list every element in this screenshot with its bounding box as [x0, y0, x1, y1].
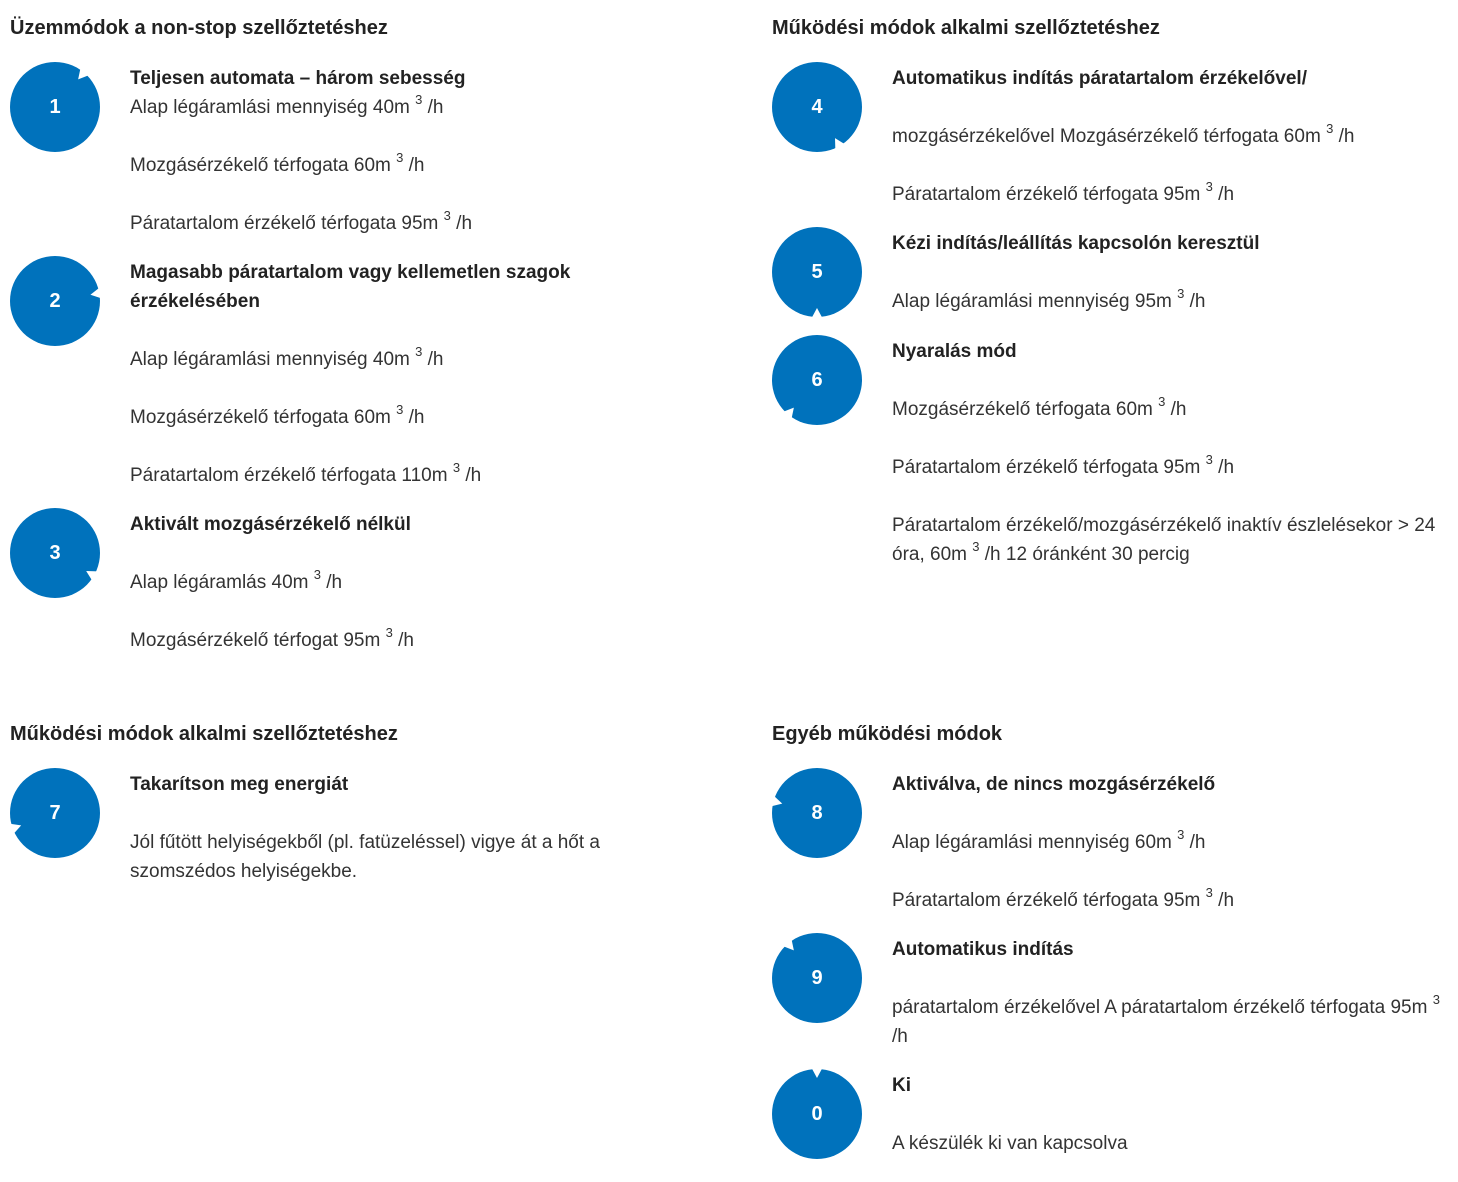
mode-number: 8 — [811, 801, 823, 824]
mode-list — [772, 768, 1452, 1159]
mode-item-9 — [772, 933, 1452, 1051]
unit-exponent: 3 — [443, 207, 451, 223]
mode-body — [130, 768, 690, 886]
unit-exponent: 3 — [396, 401, 404, 417]
mode-number: 3 — [49, 541, 61, 564]
detail-unit-suffix: /h — [1212, 184, 1235, 205]
mode-number: 4 — [811, 95, 823, 118]
mode-item-3 — [10, 508, 690, 655]
mode-detail-line — [892, 828, 1452, 857]
mode-detail-line — [130, 93, 690, 122]
section-title: Működési módok alkalmi szellőztetéshez — [772, 17, 1160, 39]
mode-list — [10, 62, 690, 655]
detail-text: mozgásérzékelővel Mozgásérzékelő térfogata 60m — [892, 126, 1327, 147]
mode-detail-line — [130, 568, 690, 597]
detail-text: Mozgásérzékelő térfogata 60m — [130, 407, 397, 428]
detail-unit-suffix: /h — [321, 572, 343, 593]
mode-detail-line — [892, 395, 1452, 424]
mode-title: Kézi indítás/leállítás kapcsolón keresztül — [892, 233, 1260, 254]
mode-detail-line — [130, 209, 690, 238]
mode-badge — [772, 768, 862, 858]
mode-badge — [772, 1069, 862, 1159]
mode-detail-line — [130, 403, 690, 432]
detail-unit-suffix: /h — [403, 407, 425, 428]
mode-body — [130, 508, 690, 655]
mode-item-7 — [10, 768, 690, 886]
detail-unit-suffix: /h — [460, 465, 482, 486]
mode-title: Automatikus indítás — [892, 939, 1074, 960]
detail-unit-suffix: /h — [1165, 399, 1187, 420]
mode-number: 6 — [811, 368, 823, 391]
mode-badge — [10, 62, 100, 152]
unit-exponent: 3 — [313, 566, 321, 582]
detail-unit-suffix: /h — [1212, 457, 1235, 478]
unit-exponent: 3 — [1177, 826, 1185, 842]
mode-detail-line — [892, 287, 1452, 316]
detail-unit-suffix: /h — [450, 213, 473, 234]
detail-text: Alap légáramlási mennyiség 95m — [892, 291, 1178, 312]
mode-number: 7 — [49, 801, 61, 824]
mode-badge — [10, 508, 100, 598]
mode-detail-line — [892, 122, 1452, 151]
section-title: Működési módok alkalmi szellőztetéshez — [10, 723, 398, 745]
mode-body — [892, 1069, 1452, 1158]
detail-text: Alap légáramlás 40m — [130, 572, 314, 593]
unit-exponent: 3 — [1205, 884, 1213, 900]
mode-title: Teljesen automata – három sebesség — [130, 68, 466, 89]
mode-body — [130, 62, 690, 238]
mode-item-0 — [772, 1069, 1452, 1159]
mode-detail-line — [130, 151, 690, 180]
mode-item-8 — [772, 768, 1452, 915]
unit-exponent: 3 — [452, 459, 461, 475]
detail-unit-suffix: /h — [422, 97, 444, 118]
section-occasional-ventilation — [772, 14, 1452, 587]
unit-exponent: 3 — [972, 538, 980, 554]
mode-title: Takarítson meg energiát — [130, 774, 349, 795]
mode-title: Automatikus indítás páratartalom érzékelővel/ — [892, 68, 1307, 89]
detail-unit-suffix: /h — [403, 155, 425, 176]
detail-unit-suffix: /h — [1184, 832, 1206, 853]
detail-text: Páratartalom érzékelő/mozgásérzékelő inaktív észlelésekor > 24 óra, 60m — [892, 515, 1436, 565]
mode-item-1 — [10, 62, 690, 238]
detail-unit-suffix: /h — [892, 1026, 908, 1047]
mode-detail-line — [892, 1129, 1452, 1158]
detail-text: Jól fűtött helyiségekből (pl. fatüzeléssel) vigye át a hőt a szomszédos helyiségekbe. — [130, 832, 600, 882]
mode-detail-line — [130, 626, 690, 655]
unit-exponent: 3 — [1205, 178, 1213, 194]
unit-exponent: 3 — [1326, 120, 1334, 136]
mode-item-2 — [10, 256, 690, 490]
mode-body — [892, 335, 1452, 569]
mode-number: 0 — [811, 1102, 823, 1125]
detail-text: Mozgásérzékelő térfogat 95m — [130, 630, 386, 651]
mode-list — [772, 62, 1452, 569]
section-title: Üzemmódok a non-stop szellőztetéshez — [10, 17, 388, 39]
mode-list — [10, 768, 690, 886]
mode-badge — [772, 62, 862, 152]
detail-unit-suffix: /h — [392, 630, 414, 651]
mode-title: Nyaralás mód — [892, 341, 1017, 362]
mode-title: Ki — [892, 1075, 911, 1096]
mode-number: 5 — [811, 260, 823, 283]
detail-text: Páratartalom érzékelő térfogata 95m — [130, 213, 444, 234]
mode-badge — [10, 256, 100, 346]
mode-badge — [772, 227, 862, 317]
detail-text: Alap légáramlási mennyiség 40m — [130, 97, 416, 118]
detail-unit-suffix: /h — [1184, 291, 1206, 312]
mode-body — [892, 768, 1452, 915]
detail-text: Alap légáramlási mennyiség 40m — [130, 349, 416, 370]
detail-text: A készülék ki van kapcsolva — [892, 1133, 1128, 1154]
mode-detail-line — [130, 828, 690, 886]
detail-unit-suffix: /h — [1333, 126, 1355, 147]
section-non-stop-ventilation — [10, 14, 690, 673]
mode-title: Magasabb páratartalom vagy kellemetlen szagok érzékelésében — [130, 262, 571, 312]
detail-text: Páratartalom érzékelő térfogata 95m — [892, 457, 1206, 478]
detail-unit-suffix: /h 12 óránként 30 percig — [979, 544, 1190, 565]
unit-exponent: 3 — [1432, 991, 1440, 1007]
mode-detail-line — [130, 345, 690, 374]
detail-unit-suffix: /h — [1212, 890, 1235, 911]
unit-exponent: 3 — [1177, 285, 1185, 301]
mode-body — [892, 62, 1452, 209]
mode-detail-line — [892, 886, 1452, 915]
mode-detail-line — [892, 180, 1452, 209]
detail-text: Alap légáramlási mennyiség 60m — [892, 832, 1178, 853]
unit-exponent: 3 — [415, 91, 423, 107]
mode-number: 9 — [811, 966, 823, 989]
unit-exponent: 3 — [1158, 393, 1166, 409]
mode-badge — [772, 933, 862, 1023]
mode-number: 2 — [49, 289, 61, 312]
detail-text: Páratartalom érzékelő térfogata 110m — [130, 465, 453, 486]
section-title: Egyéb működési módok — [772, 723, 1003, 745]
mode-title: Aktiválva, de nincs mozgásérzékelő — [892, 774, 1216, 795]
mode-detail-line — [892, 993, 1452, 1051]
mode-number: 1 — [49, 95, 61, 118]
mode-item-5 — [772, 227, 1452, 317]
detail-text: Páratartalom érzékelő térfogata 95m — [892, 184, 1206, 205]
detail-text: Páratartalom érzékelő térfogata 95m — [892, 890, 1206, 911]
unit-exponent: 3 — [1205, 451, 1213, 467]
section-occasional-ventilation-2 — [10, 720, 690, 904]
mode-detail-line — [892, 511, 1452, 569]
mode-item-4 — [772, 62, 1452, 209]
mode-title: Aktivált mozgásérzékelő nélkül — [130, 514, 411, 535]
mode-item-6 — [772, 335, 1452, 569]
mode-badge — [10, 768, 100, 858]
mode-body — [892, 933, 1452, 1051]
detail-text: páratartalom érzékelővel A páratartalom érzékelő térfogata 95m — [892, 997, 1433, 1018]
detail-text: Mozgásérzékelő térfogata 60m — [892, 399, 1159, 420]
unit-exponent: 3 — [385, 624, 393, 640]
unit-exponent: 3 — [396, 149, 404, 165]
detail-unit-suffix: /h — [422, 349, 444, 370]
mode-body — [130, 256, 690, 490]
mode-detail-line — [892, 453, 1452, 482]
mode-body — [892, 227, 1452, 316]
unit-exponent: 3 — [415, 343, 423, 359]
detail-text: Mozgásérzékelő térfogata 60m — [130, 155, 397, 176]
mode-detail-line — [130, 461, 690, 490]
mode-badge — [772, 335, 862, 425]
section-other-modes — [772, 720, 1452, 1177]
